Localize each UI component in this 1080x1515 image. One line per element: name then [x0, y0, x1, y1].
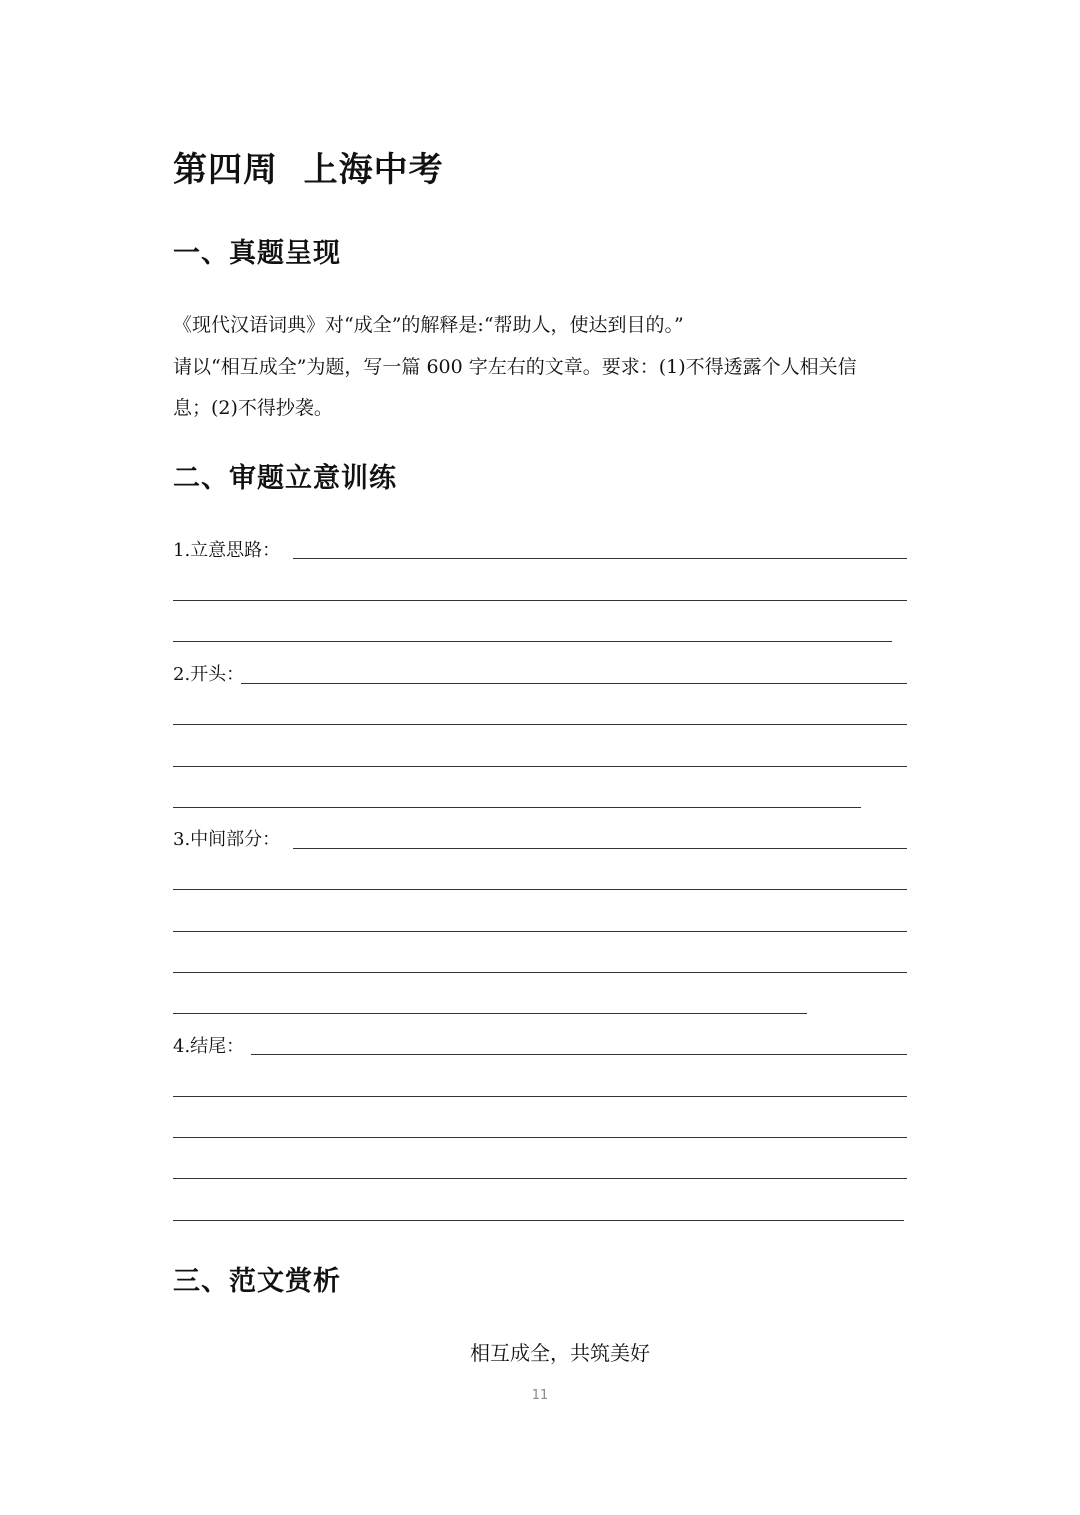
exam-text-line-1: 《现代汉语词典》对“成全”的解释是:“帮助人，使达到目的。”	[173, 314, 684, 336]
writing-line[interactable]	[173, 641, 892, 642]
section-heading-model-essay: 三、范文赏析	[173, 1266, 341, 1297]
prompt-label-ending: 4.结尾：	[173, 1036, 245, 1057]
writing-line[interactable]	[173, 1096, 907, 1097]
exam-text-line-3: 息；(2)不得抄袭。	[173, 397, 333, 419]
writing-line[interactable]	[173, 1013, 807, 1014]
exam-text-line-2: 请以“相互成全”为题，写一篇 600 字左右的文章。要求：(1)不得透露个人相关信	[173, 356, 857, 378]
writing-line[interactable]	[173, 600, 907, 601]
writing-line[interactable]	[241, 683, 907, 684]
writing-line[interactable]	[173, 889, 907, 890]
section-heading-topic-training: 二、审题立意训练	[173, 463, 397, 494]
writing-line[interactable]	[251, 1054, 907, 1055]
writing-line[interactable]	[173, 1178, 907, 1179]
prompt-label-idea: 1.立意思路：	[173, 540, 281, 561]
writing-line[interactable]	[173, 931, 907, 932]
writing-line[interactable]	[293, 848, 907, 849]
writing-line[interactable]	[173, 1220, 904, 1221]
prompt-label-middle: 3.中间部分：	[173, 829, 281, 850]
page-title: 第四周 上海中考	[173, 150, 444, 190]
prompt-label-opening: 2.开头：	[173, 664, 245, 685]
essay-title: 相互成全，共筑美好	[470, 1341, 650, 1365]
writing-line[interactable]	[173, 766, 907, 767]
section-heading-real-exam: 一、真题呈现	[173, 238, 341, 269]
page-number: 11	[531, 1388, 549, 1403]
writing-line[interactable]	[293, 558, 907, 559]
writing-line[interactable]	[173, 807, 861, 808]
writing-line[interactable]	[173, 724, 907, 725]
writing-line[interactable]	[173, 972, 907, 973]
writing-line[interactable]	[173, 1137, 907, 1138]
